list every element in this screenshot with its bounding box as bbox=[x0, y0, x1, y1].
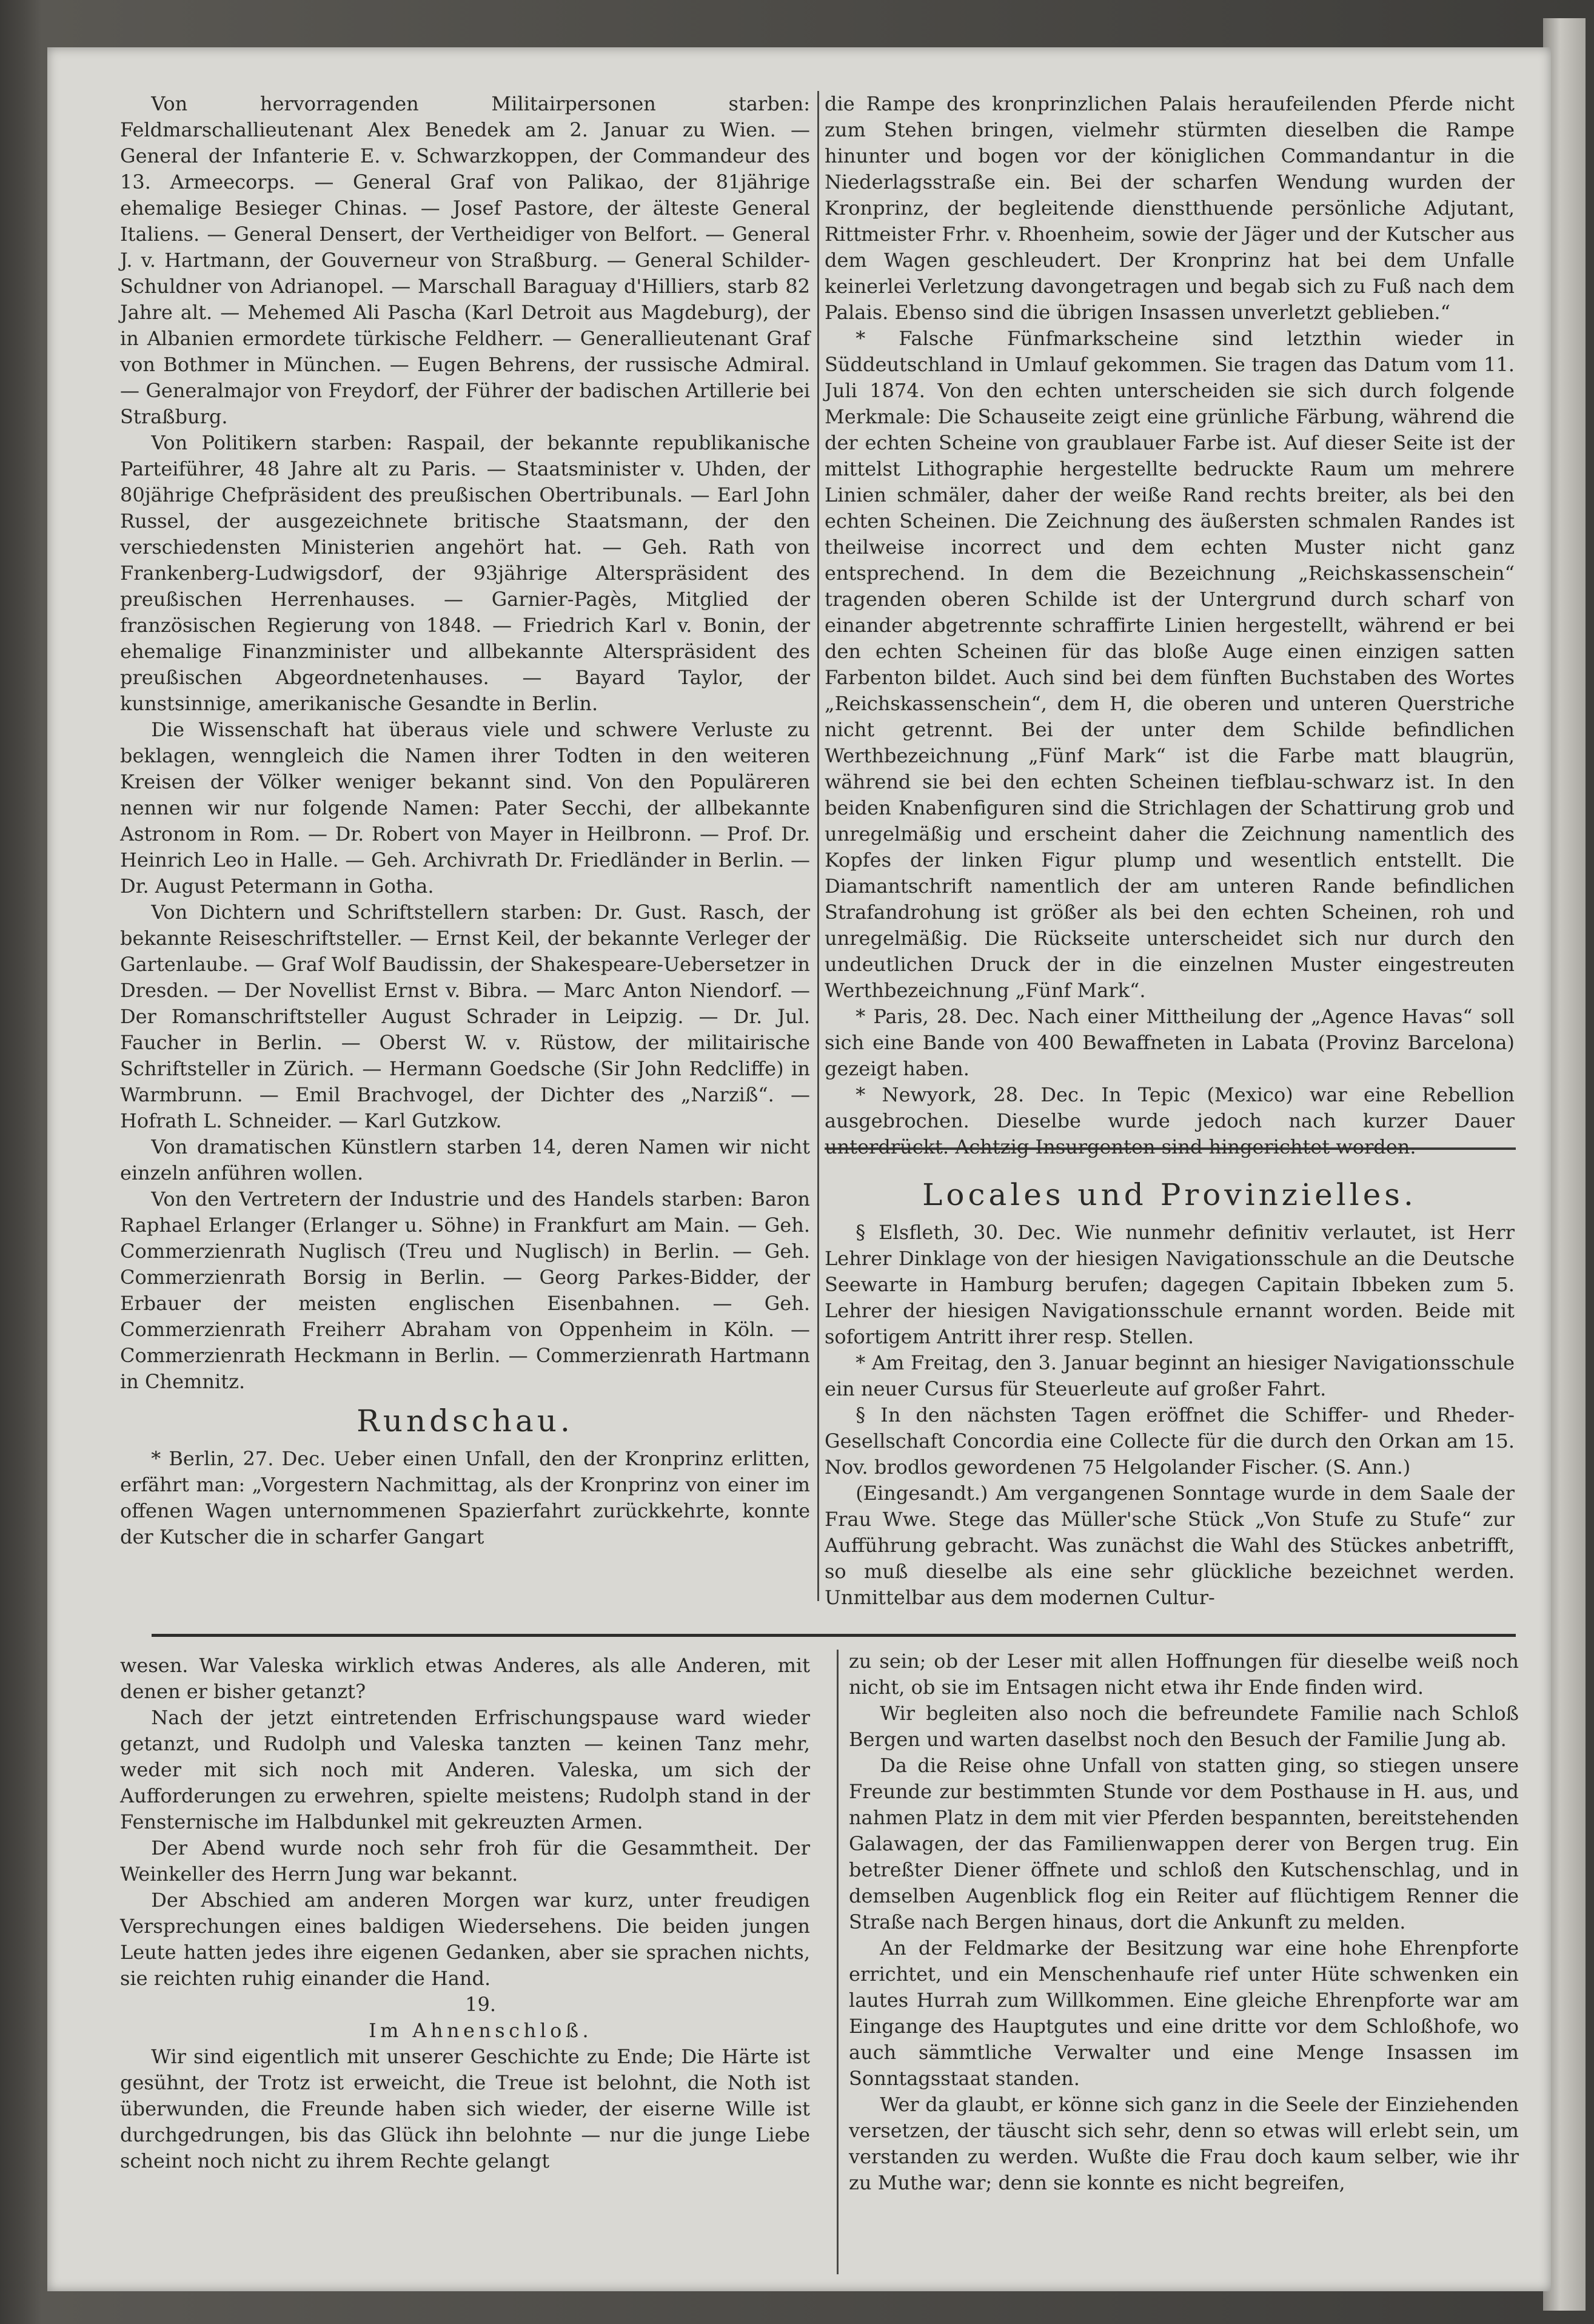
chapter-text: Wir sind eigentlich mit unserer Geschichte zu Ende; Die Härte ist gesühnt, der Trotz ist erweicht, die Treue ist belohnt, die Noth ist überwunden, die Freunde haben sich wieder, der eiserne Wille ist durchgedrungen, bis das Glück ihn belohnte — nur die junge Liebe scheint noch nicht zu ihrem Rechte gelangt bbox=[120, 2045, 810, 2172]
local-navigation-course: * Am Freitag, den 3. Januar beginnt an hiesiger Navigationsschule ein neuer Cursus für Steuerleute auf großer Fahrt. bbox=[825, 1351, 1515, 1400]
feuilleton-paragraph: wesen. War Valeska wirklich etwas Anderes, als alle Anderen, mit denen er bisher getanzt? bbox=[120, 1654, 810, 1703]
feuilleton-right bbox=[849, 1648, 1519, 2196]
feuilleton-paragraph: Wer da glaubt, er könne sich ganz in die Seele der Einziehenden versetzen, der täuscht sich sehr, denn so etwas will erlebt sein, um verstanden zu werden. Wußte die Frau doch kaum selber, wie ihr zu Muthe war; denn sie konnte es nicht begreifen, bbox=[849, 2093, 1519, 2194]
column-top-left bbox=[120, 91, 810, 1550]
article-newyork: * Newyork, 28. Dec. In Tepic (Mexico) war eine Rebellion ausgebrochen. Dieselbe wurde jedoch nach kurzer Dauer unterdrückt. Achtzig Insurgenten sind hingerichtet worden. bbox=[825, 1083, 1515, 1158]
feuilleton-left bbox=[120, 1653, 810, 2174]
local-elsfleth: § Elsfleth, 30. Dec. Wie nunmehr definitiv verlautet, ist Herr Lehrer Dinklage von der hiesigen Navigationsschule an die Deutsche Seewarte in Hamburg berufen; dagegen Capitain Ibbeken zum 5. Lehrer der hiesigen Navigationsschule ernannt worden. Beide mit sofortigem Antritt ihrer resp. Stellen. bbox=[825, 1221, 1515, 1348]
chapter-title: Im Ahnenschloß. bbox=[369, 2019, 593, 2042]
feuilleton-paragraph: An der Feldmarke der Besitzung war eine hohe Ehrenpforte errichtet, und ein Menschenhaufe rief unter Hüte schwenken ein lautes Hurrah zum Willkommen. Eine gleiche Ehrenpforte war am Eingange des Hauptgutes und eine dritte vor dem Schloßhofe, wo auch sämmtliche Verwalter und eine Menge Insassen im Sonntagsstaat standen. bbox=[849, 1936, 1519, 2090]
rundschau-berlin: * Berlin, 27. Dec. Ueber einen Unfall, den der Kronprinz erlitten, erfährt man: „Vorgestern Nachmittag, als der Kronprinz von einer im offenen Wagen unternommenen Spazierfahrt zurückkehrte, konnte der Kutscher die in scharfer Gangart bbox=[120, 1447, 810, 1548]
feuilleton-paragraph: Wir begleiten also noch die befreundete Familie nach Schloß Bergen und warten daselbst noch den Besuch der Familie Jung ab. bbox=[849, 1702, 1519, 1751]
column-divider-top bbox=[817, 91, 819, 1601]
rundschau-heading: Rundschau. bbox=[357, 1403, 574, 1439]
feuilleton-paragraph: Nach der jetzt eintretenden Erfrischungspause ward wieder getanzt, und Rudolph und Valeska tanzten — keinen Tanz mehr, weder mit sich noch mit Anderen. Valeska, um sich der Aufforderungen zu erwehren, spielte meistens; Rudolph stand in der Fensternische im Halbdunkel mit gekreuzten Armen. bbox=[120, 1706, 810, 1833]
obituary-writers: Von Dichtern und Schriftstellern starben: Dr. Gust. Rasch, der bekannte Reiseschriftsteller. — Ernst Keil, der bekannte Verleger der Gartenlaube. — Graf Wolf Baudissin, der Shakespeare-Uebersetzer in Dresden. — Der Novellist Ernst v. Bibra. — Marc Anton Niendorf. — Der Romanschriftsteller August Schrader in Leipzig. — Dr. Jul. Faucher in Berlin. — Oberst W. v. Rüstow, der militairische Schriftsteller in Zürich. — Hermann Goedsche (Sir John Redcliffe) in Warmbrunn. — Emil Brachvogel, der Dichter des „Narziß“. — Hofrath L. Schneider. — Karl Gutzkow. bbox=[120, 901, 810, 1132]
article-continued: die Rampe des kronprinzlichen Palais heraufeilenden Pferde nicht zum Stehen bringen, vielmehr stürmten dieselben die Rampe hinunter und bogen vor der königlichen Commandantur in die Niederlagsstraße ein. Bei der scharfen Wendung wurden der Kronprinz, der begleitende dienstthuende persönliche Adjutant, Rittmeister Frhr. v. Rhoenheim, sowie der Jäger und der Kutscher aus dem Wagen geschleudert. Der Kronprinz hat bei dem Unfalle keinerlei Verletzung davongetragen und begab sich zu Fuß nach dem Palais. Ebenso sind die übrigen Insassen unverletzt geblieben.“ bbox=[825, 92, 1515, 324]
column-top-right bbox=[825, 91, 1515, 1611]
local-eingesandt: (Eingesandt.) Am vergangenen Sonntage wurde in dem Saale der Frau Wwe. Stege das Müller'sche Stück „Von Stufe zu Stufe“ zur Aufführung gebracht. Was zunächst die Wahl des Stückes anbetrifft, so muß dieselbe als eine sehr glückliche bezeichnet werden. Unmittelbar aus dem modernen Cultur- bbox=[825, 1482, 1515, 1609]
obituary-industry: Von den Vertretern der Industrie und des Handels starben: Baron Raphael Erlanger (Erlanger u. Söhne) in Frankfurt am Main. — Geh. Commerzienrath Nuglisch (Treu und Nuglisch) in Berlin. — Geh. Commerzienrath Borsig in Berlin. — Georg Parkes-Bidder, der Erbauer der meisten englischen Eisenbahnen. — Geh. Commerzienrath Freiherr Abraham von Oppenheim in Köln. — Commerzienrath Heckmann in Berlin. — Commerzienrath Hartmann in Chemnitz. bbox=[120, 1187, 810, 1393]
article-paris: * Paris, 28. Dec. Nach einer Mittheilung der „Agence Havas“ soll sich eine Bande von 400 Bewaffneten in Labata (Provinz Barcelona) gezeigt haben. bbox=[825, 1005, 1515, 1080]
feuilleton-paragraph: zu sein; ob der Leser mit allen Hoffnungen für dieselbe weiß noch nicht, ob sie im Entsagen nicht etwa ihr Ende finden wird. bbox=[849, 1650, 1519, 1699]
obituary-artists: Von dramatischen Künstlern starben 14, deren Namen wir nicht einzeln anführen wollen. bbox=[120, 1135, 810, 1184]
feuilleton-paragraph: Der Abschied am anderen Morgen war kurz, unter freudigen Versprechungen eines baldigen Wiedersehens. Die beiden jungen Leute hatten jedes ihre eigenen Gedanken, aber sie sprachen nichts, sie reichten ruhig einander die Hand. bbox=[120, 1889, 810, 1990]
article-counterfeit: * Falsche Fünfmarkscheine sind letzthin wieder in Süddeutschland in Umlauf gekommen. Sie tragen das Datum vom 11. Juli 1874. Von den echten unterscheiden sie sich durch folgende Merkmale: Die Schauseite zeigt eine grünliche Färbung, während die der echten Scheine von graublauer Farbe ist. Auf dieser Seite ist der mittelst Lithographie hergestellte bedruckte Raum um mehrere Linien schmäler, daher der weiße Rand rechts breiter, als bei den echten Scheinen. Die Zeichnung des äußersten schmalen Randes ist theilweise incorrect und dem echten Muster nicht ganz entsprechend. In dem die Bezeichnung „Reichskassenschein“ tragenden oberen Schilde ist der Untergrund durch scharf von einander abgetrennte schraffirte Linien hergestellt, während er bei den echten Scheinen für das bloße Auge einen einzigen satten Farbenton bildet. Auch sind bei dem fünften Buchstaben des Wortes „Reichskassenschein“, dem H, die oberen und unteren Querstriche nicht getrennt. Bei der unter dem Schilde befindlichen Werthbezeichnung „Fünf Mark“ ist die Farbe matt blaugrün, während sie bei den echten Scheinen tiefblau-schwarz ist. In den beiden Knabenfiguren sind die Strichlagen der Schattirung grob und unregelmäßig und erscheint daher die Zeichnung namentlich des Kopfes der linken Figur plump und wesentlich entstellt. Die Diamantschrift namentlich der am unteren Rande befindlichen Strafandrohung ist größer als bei den echten Scheinen, roh und unregelmäßig. Die Rückseite unterscheidet sich nur durch den undeutlichen Druck der in die einzelnen Muster eingestreuten Werthbezeichnung „Fünf Mark“. bbox=[825, 327, 1515, 1002]
column-divider-bottom bbox=[837, 1650, 839, 2274]
obituary-military: Von hervorragenden Militairpersonen starben: Feldmarschallieutenant Alex Benedek am 2. Januar zu Wien. — General der Infanterie E. v. Schwarzkoppen, der Commandeur des 13. Armeecorps. — General Graf von Palikao, der 81jährige ehemalige Besieger Chinas. — Josef Pastore, der älteste General Italiens. — General Densert, der Vertheidiger von Belfort. — General J. v. Hartmann, der Gouverneur von Straßburg. — General Schilder-Schuldner von Adrianopel. — Marschall Baraguay d'Hilliers, starb 82 Jahre alt. — Mehemed Ali Pascha (Karl Detroit aus Magdeburg), der in Albanien ermordete türkische Feldherr. — Generallieutenant Graf von Bothmer in München. — Eugen Behrens, der russische Admiral. — Generalmajor von Freydorf, der Führer der badischen Artillerie bei Straßburg. bbox=[120, 92, 810, 428]
feuilleton-paragraph: Der Abend wurde noch sehr froh für die Gesammtheit. Der Weinkeller des Herrn Jung war bekannt. bbox=[120, 1836, 810, 1886]
chapter-number: 19. bbox=[465, 1993, 497, 2016]
feuilleton-divider bbox=[152, 1634, 1516, 1637]
feuilleton-paragraph: Da die Reise ohne Unfall von statten ging, so stiegen unsere Freunde zur bestimmten Stunde vor dem Posthause in H. aus, und nahmen Platz in dem mit vier Pferden bespannten, bereitstehenden Galawagen, der das Familienwappen derer von Bergen trug. Ein betreßter Diener öffnete und schloß den Kutschenschlag, und in demselben Augenblick flog ein Reiter auf flüchtigem Renner die Straße nach Bergen hinaus, dort die Ankunft zu melden. bbox=[849, 1754, 1519, 1933]
obituary-politicians: Von Politikern starben: Raspail, der bekannte republikanische Parteiführer, 48 Jahre alt zu Paris. — Staatsminister v. Uhden, der 80jährige Chefpräsident des preußischen Obertribunals. — Earl John Russel, der ausgezeichnete britische Staatsmann, der den verschiedensten Ministerien angehört hat. — Geh. Rath von Frankenberg-Ludwigsdorf, der 93jährige Alterspräsident des preußischen Herrenhauses. — Garnier-Pagès, Mitglied der französischen Regierung von 1848. — Friedrich Karl v. Bonin, der ehemalige Finanzminister und allbekannte Alterspräsident des preußischen Abgeordnetenhauses. — Bayard Taylor, der kunstsinnige, amerikanische Gesandte in Berlin. bbox=[120, 431, 810, 715]
locales-heading: Locales und Provinzielles. bbox=[922, 1177, 1417, 1212]
local-collecte: § In den nächsten Tagen eröffnet die Schiffer- und Rheder-Gesellschaft Concordia eine Collecte für die durch den Orkan am 15. Nov. brodlos gewordenen 75 Helgolander Fischer. (S. Ann.) bbox=[825, 1403, 1515, 1479]
obituary-science: Die Wissenschaft hat überaus viele und schwere Verluste zu beklagen, wenngleich die Namen ihrer Todten in den weiteren Kreisen der Völker weniger bekannt sind. Von den Populäreren nennen wir nur folgende Namen: Pater Secchi, der allbekannte Astronom in Rom. — Dr. Robert von Mayer in Heilbronn. — Prof. Dr. Heinrich Leo in Halle. — Geh. Archivrath Dr. Friedländer in Berlin. — Dr. August Petermann in Gotha. bbox=[120, 718, 810, 898]
